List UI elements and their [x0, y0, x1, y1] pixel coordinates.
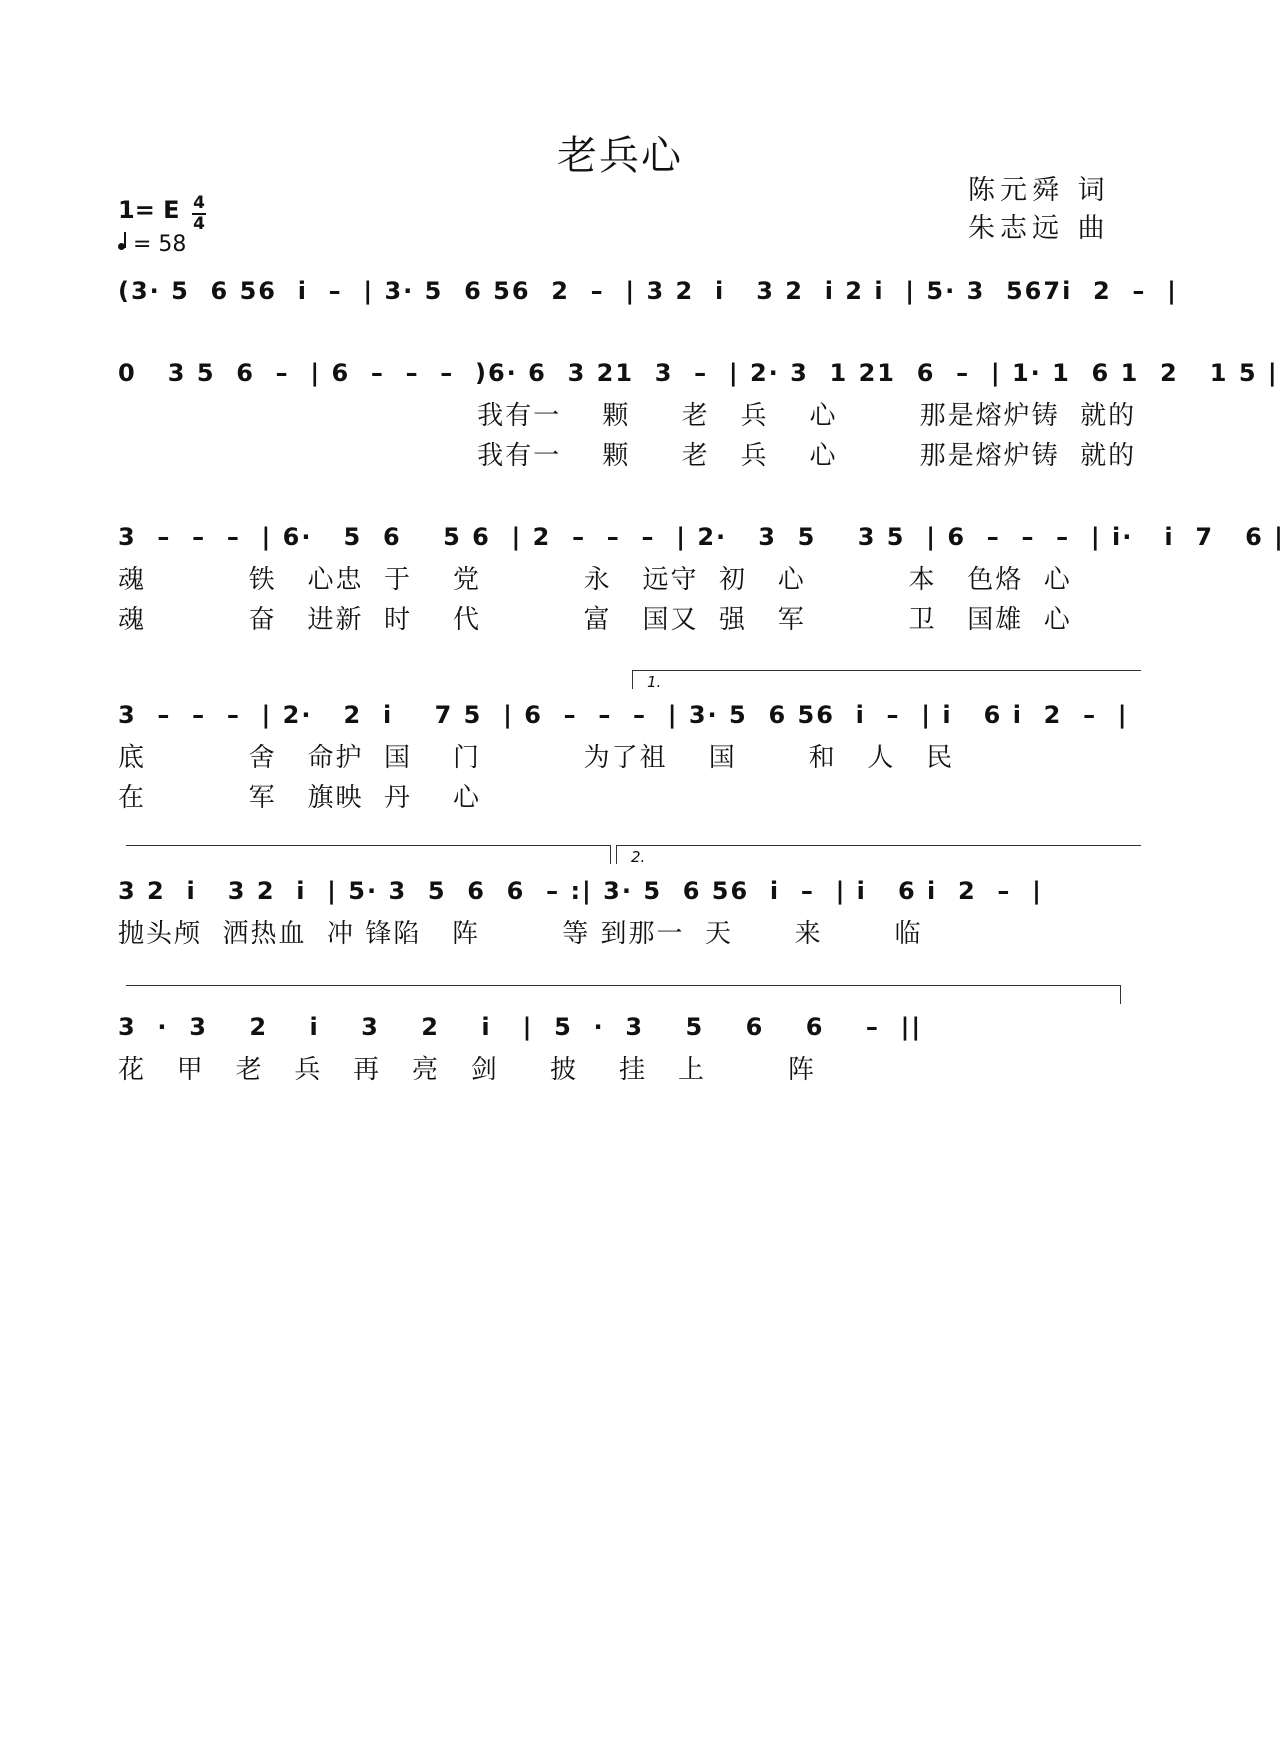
lyric-line-2: 魂 奋 进新 时 代 富 国又 强 军 卫 国雄 心 — [118, 605, 1072, 635]
first-ending-continuation — [126, 845, 611, 864]
page-title: 老兵心 — [557, 133, 683, 179]
tempo-marking — [118, 232, 186, 257]
lyric-line-2: 我有一 颗 老 兵 心 那是熔炉铸 就的 — [118, 441, 1137, 471]
system-1 — [118, 276, 1178, 306]
first-ending-bracket — [632, 670, 1141, 689]
lyric-line-1: 抛头颅 洒热血 冲 锋陷 阵 等 到那一 天 来 临 — [118, 919, 923, 949]
lyric-line-1: 花 甲 老 兵 再 亮 剑 披 挂 上 阵 — [118, 1055, 817, 1085]
system-5 — [118, 876, 1126, 954]
lyric-line-2: 在 军 旗映 丹 心 — [118, 783, 482, 813]
lyricist-credit: 陈元舜 词 — [968, 175, 1110, 206]
notation-line: (3· 5 6 56 i – | 3· 5 6 56 2 – | 3 2 i 3 2 i 2 i | 5· 3 567i 2 – | — [118, 277, 1178, 305]
tempo-value: = 58 — [133, 232, 187, 257]
lyric-line-1: 底 舍 命护 国 门 为了祖 国 和 人 民 — [118, 743, 955, 773]
coda-bracket — [126, 985, 1121, 1004]
second-ending-label: 2. — [631, 848, 646, 866]
lyric-line-1: 魂 铁 心忠 于 党 永 远守 初 心 本 色烙 心 — [118, 565, 1072, 595]
notation-line: 0 3 5 6 – | 6 – – – )6· 6 3 21 3 – | 2· 3 1 21 6 – | 1· 1 6 1 2 1 5 | — [118, 359, 1279, 387]
notation-line: 3 2 i 3 2 i | 5· 3 5 6 6 – :| 3· 5 6 56 i – | i 6 i 2 – | — [118, 877, 1043, 905]
credits — [968, 172, 1110, 248]
time-signature-beats: 4 — [193, 193, 205, 213]
notation-line: 3 – – – | 2· 2 i 7 5 | 6 – – – | 3· 5 6 56 i – | i 6 i 2 – | — [118, 701, 1129, 729]
system-6 — [118, 1012, 1126, 1090]
second-ending-bracket — [616, 845, 1141, 864]
notation-line: 3 – – – | 6· 5 6 5 6 | 2 – – – | 2· 3 5 3 5 | 6 – – – | i· i 7 6 | — [118, 523, 1285, 551]
composer-credit: 朱志远 曲 — [968, 213, 1110, 244]
lyric-line-1: 我有一 颗 老 兵 心 那是熔炉铸 就的 — [118, 401, 1137, 431]
first-ending-label: 1. — [647, 673, 662, 691]
time-signature-unit: 4 — [193, 214, 205, 234]
quarter-note-icon — [118, 243, 125, 250]
system-4 — [118, 700, 1129, 818]
notation-line: 3 · 3 2 i 3 2 i | 5 · 3 5 6 6 – || — [118, 1013, 923, 1041]
key-signature: 1= E — [118, 196, 180, 224]
time-signature — [192, 194, 206, 234]
system-3 — [118, 522, 1285, 640]
system-2 — [118, 358, 1279, 476]
